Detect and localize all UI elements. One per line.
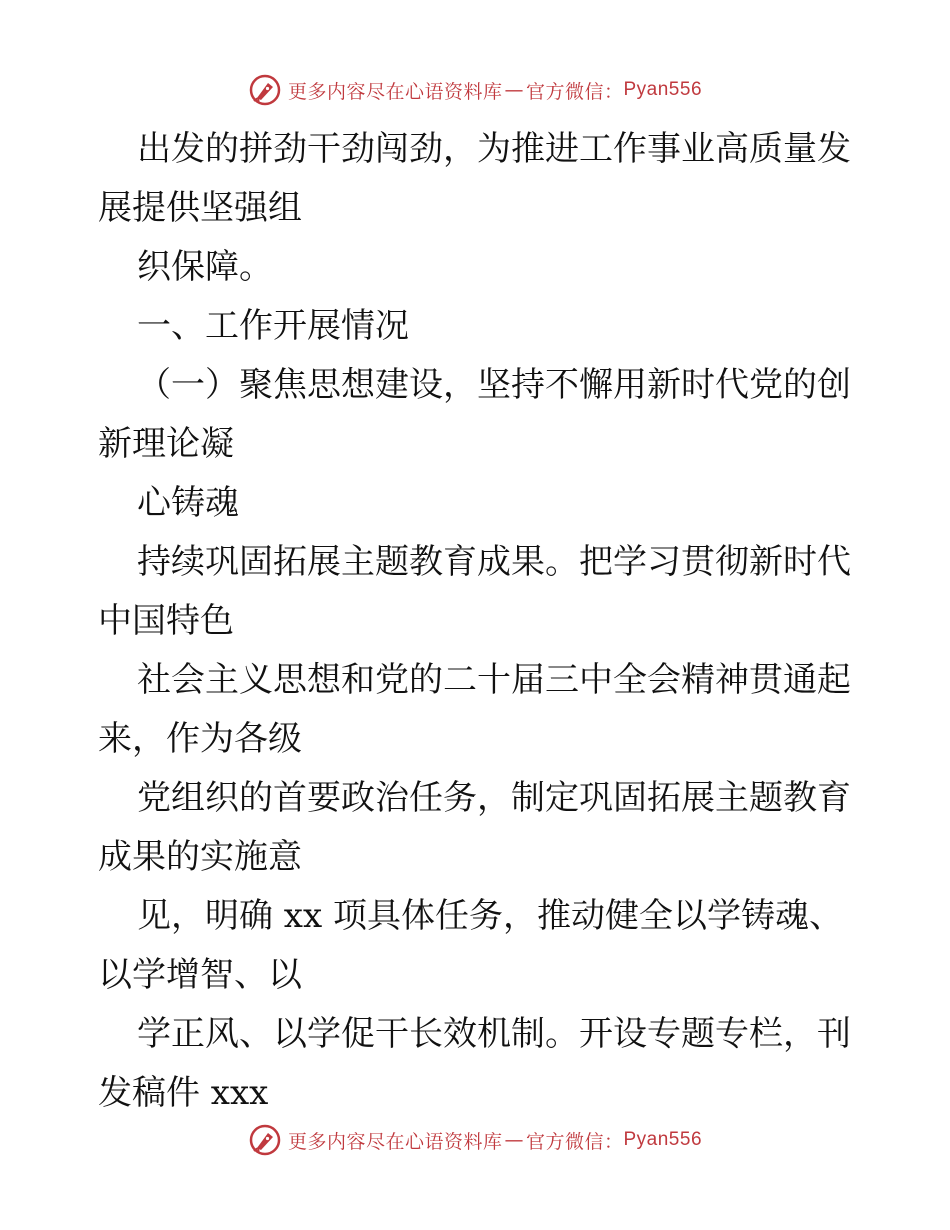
footer-banner xyxy=(0,1120,950,1160)
body-line: 展提供坚强组 xyxy=(98,188,302,228)
body-line: 党组织的首要政治任务，制定巩固拓展主题教育 xyxy=(137,778,851,818)
body-line: 以学增智、以 xyxy=(98,955,302,995)
banner-separator: — xyxy=(504,79,524,101)
body-line: 心铸魂 xyxy=(137,483,239,523)
header-banner xyxy=(0,70,950,110)
pen-nib-logo-icon xyxy=(248,1123,282,1157)
body-line: 成果的实施意 xyxy=(98,837,302,877)
body-line: 持续巩固拓展主题教育成果。把学习贯彻新时代 xyxy=(137,542,851,582)
body-line: 中国特色 xyxy=(98,601,234,641)
banner-brand-text: 更多内容尽在心语资料库 xyxy=(287,1130,503,1153)
subsection-heading: （一）聚焦思想建设，坚持不懈用新时代党的创 xyxy=(137,365,851,405)
banner-wechat-label: 官方微信： xyxy=(525,80,624,103)
banner-wechat-account: Pyan556 xyxy=(623,79,703,100)
body-line: 发稿件 xxx xyxy=(98,1073,269,1113)
body-line: 见，明确 xx 项具体任务，推动健全以学铸魂、 xyxy=(137,896,843,936)
document-body xyxy=(98,120,858,1123)
body-line: 新理论凝 xyxy=(98,424,234,464)
banner-brand-text: 更多内容尽在心语资料库 xyxy=(287,80,503,103)
section-heading: 一、工作开展情况 xyxy=(137,306,409,346)
body-line: 织保障。 xyxy=(137,247,273,287)
body-line: 出发的拼劲干劲闯劲，为推进工作事业高质量发 xyxy=(137,129,851,169)
body-line: 来，作为各级 xyxy=(98,719,302,759)
banner-wechat-account: Pyan556 xyxy=(623,1129,703,1150)
banner-separator: — xyxy=(504,1129,524,1151)
body-line: 社会主义思想和党的二十届三中全会精神贯通起 xyxy=(137,660,851,700)
pen-nib-logo-icon xyxy=(248,73,282,107)
banner-wechat-label: 官方微信： xyxy=(525,1130,624,1153)
body-line: 学正风、以学促干长效机制。开设专题专栏，刊 xyxy=(137,1014,851,1054)
